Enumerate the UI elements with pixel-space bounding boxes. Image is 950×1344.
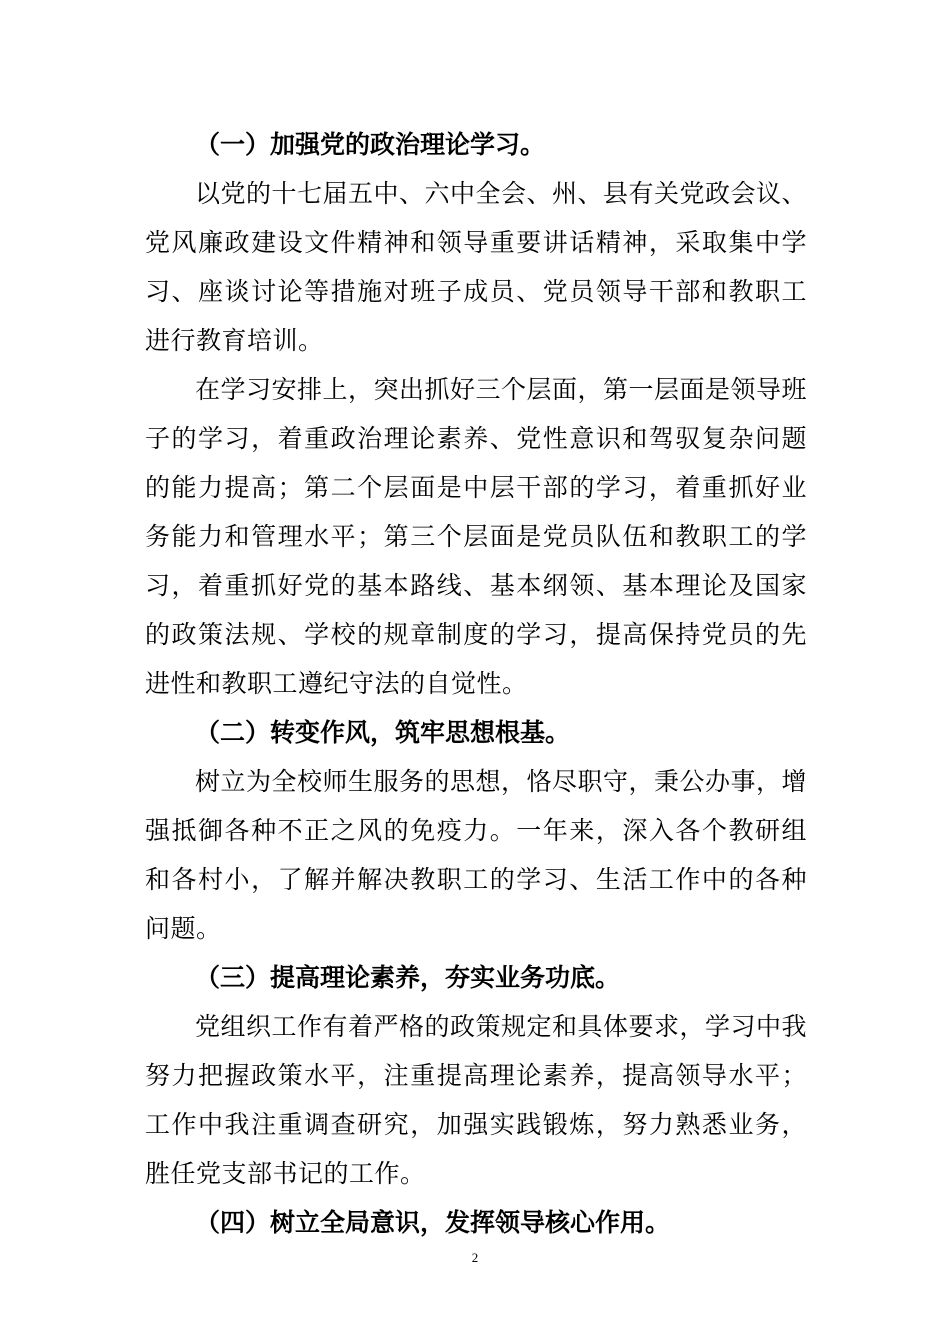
section-heading-1: （一）加强党的政治理论学习。 (195, 130, 546, 159)
section-heading-4: （四）树立全局意识，发挥领导核心作用。 (195, 1208, 671, 1237)
section-heading-3: （三）提高理论素养，夯实业务功底。 (195, 963, 621, 992)
paragraph-1-1: 以党的十七届五中、六中全会、州、县有关党政会议、党风廉政建设文件精神和领导重要讲话精神，采取集中学习、座谈讨论等措施对班子成员、党员领导干部和教职工进行教育培训。 (145, 179, 808, 355)
paragraph-1-2: 在学习安排上，突出抓好三个层面，第一层面是领导班子的学习，着重政治理论素养、党性意识和驾驭复杂问题的能力提高；第二个层面是中层干部的学习，着重抓好业务能力和管理水平；第三个层面是党员队伍和教职工的学习，着重抓好党的基本路线、基本纲领、基本理论及国家的政策法规、学校的规章制度的学习，提高保持党员的先进性和教职工遵纪守法的自觉性。 (145, 375, 808, 698)
paragraph-2-1: 树立为全校师生服务的思想，恪尽职守，秉公办事，增强抵御各种不正之风的免疫力。一年来，深入各个教研组和各村小，了解并解决教职工的学习、生活工作中的各种问题。 (145, 767, 808, 943)
section-heading-2: （二）转变作风，筑牢思想根基。 (195, 718, 571, 747)
page-number: 2 (471, 1250, 479, 1265)
paragraph-3-1: 党组织工作有着严格的政策规定和具体要求，学习中我努力把握政策水平，注重提高理论素养，提高领导水平；工作中我注重调查研究，加强实践锻炼，努力熟悉业务，胜任党支部书记的工作。 (145, 1012, 808, 1188)
document-body (145, 120, 807, 1247)
